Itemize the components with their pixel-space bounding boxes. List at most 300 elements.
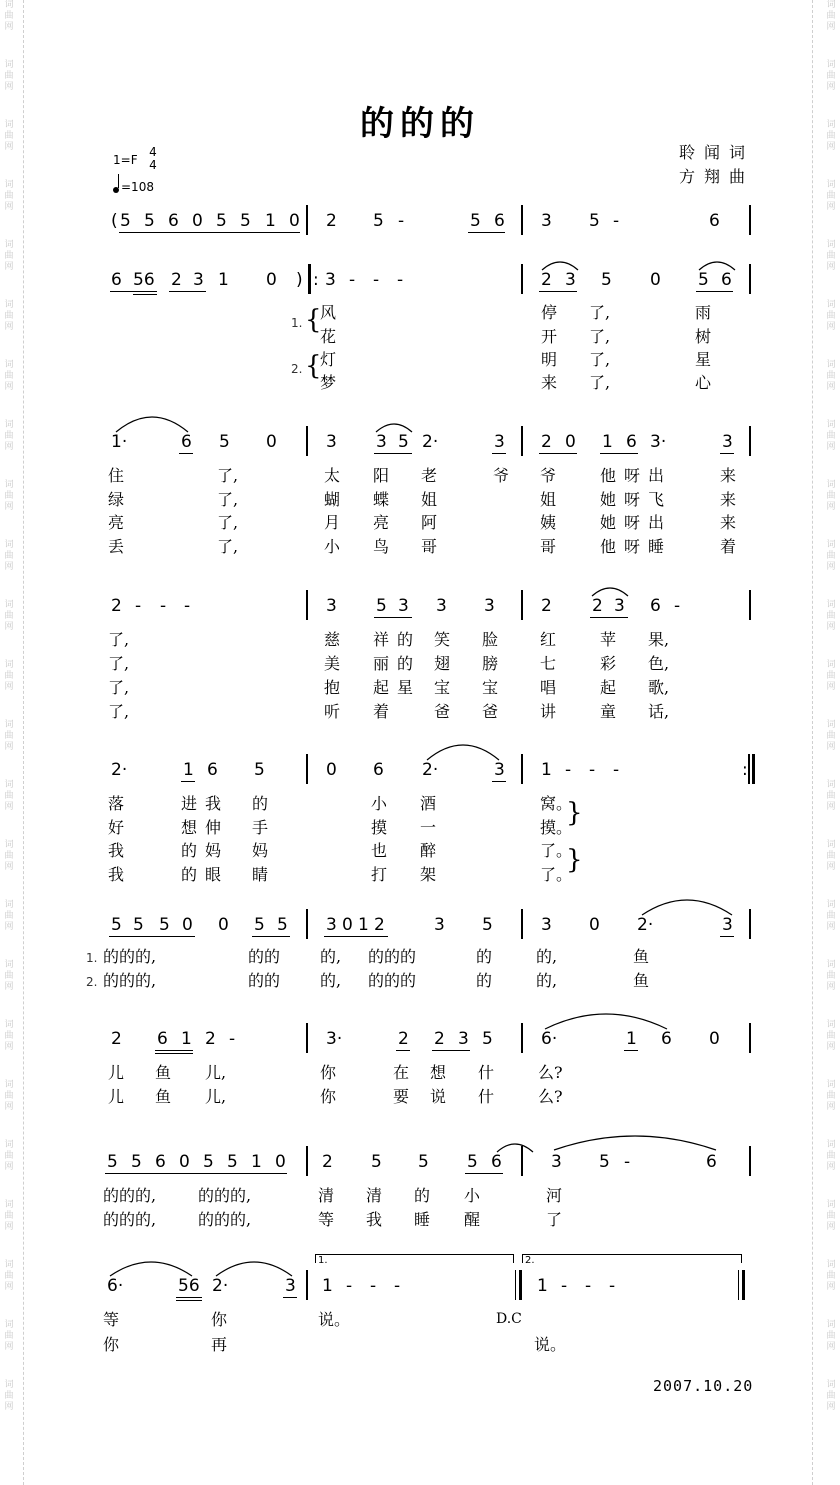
- watermark-char: 曲: [826, 1391, 836, 1401]
- watermark-char: 网: [4, 262, 14, 272]
- watermark-char: 词: [4, 300, 14, 310]
- watermark-char: 曲: [4, 1091, 14, 1101]
- watermark-gap: [825, 393, 837, 420]
- lyric: 宝: [434, 678, 451, 697]
- lyric: 果,: [648, 630, 670, 649]
- note: 3: [376, 432, 387, 452]
- watermark-char: 曲: [4, 491, 14, 501]
- staff-row-4: [0, 588, 840, 628]
- watermark-char: 词: [826, 780, 836, 790]
- note: -: [624, 1152, 631, 1172]
- note: 5: [111, 915, 122, 935]
- watermark-char: 词: [4, 120, 14, 130]
- watermark-char: 词: [4, 720, 14, 730]
- watermark-char: 网: [4, 1282, 14, 1292]
- lyric: 什: [478, 1063, 495, 1082]
- note: 1: [541, 760, 552, 780]
- lyric-line-3: [0, 677, 840, 701]
- lyric-brace: {: [305, 305, 322, 335]
- lyric: 她: [600, 490, 617, 509]
- watermark-char: 网: [4, 82, 14, 92]
- quarter-note-icon: [113, 187, 119, 193]
- lyric: 我: [108, 865, 125, 884]
- watermark-char: 网: [4, 562, 14, 572]
- barline: [521, 754, 523, 784]
- watermark-char: 网: [826, 682, 836, 692]
- lyric: 在: [393, 1063, 410, 1082]
- note: -: [398, 211, 405, 231]
- lyric: 了,: [108, 678, 130, 697]
- lyric: 架: [420, 865, 437, 884]
- note: 1·: [111, 432, 128, 452]
- note: 3: [434, 915, 445, 935]
- lyric: 鱼: [633, 947, 650, 966]
- lyric-line-3: [0, 349, 840, 373]
- dc-mark: D.C: [496, 1311, 522, 1327]
- staff-row-8: [0, 1144, 840, 1184]
- beam: [590, 617, 628, 618]
- lyric: 儿: [108, 1063, 125, 1082]
- lyric: 七: [540, 654, 557, 673]
- note: -: [394, 1276, 401, 1296]
- verse-number: 1.: [86, 951, 98, 965]
- lyric: 的的的,: [198, 1210, 252, 1229]
- watermark-char: 词: [826, 900, 836, 910]
- lyric: 着: [720, 537, 737, 556]
- watermark-char: 曲: [4, 851, 14, 861]
- tempo-value: =108: [121, 180, 154, 194]
- note: 0: [192, 211, 203, 231]
- note: 0: [179, 1152, 190, 1172]
- repeat-dots: :: [742, 760, 748, 780]
- lyric: 姨: [540, 513, 557, 532]
- note: 3: [551, 1152, 562, 1172]
- watermark-char: 曲: [4, 971, 14, 981]
- note: 0: [218, 915, 229, 935]
- watermark-char: 词: [4, 0, 14, 10]
- watermark-char: 曲: [826, 311, 836, 321]
- note: 1: [358, 915, 369, 935]
- date-stamp: 2007.10.20: [653, 1377, 754, 1395]
- note: -: [561, 1276, 568, 1296]
- watermark-char: 词: [826, 540, 836, 550]
- composer-credit: 方翔曲: [678, 167, 754, 186]
- watermark-char: 词: [826, 840, 836, 850]
- lyric-line-1: [0, 946, 840, 970]
- lyric: 亮: [108, 513, 125, 532]
- watermark-char: 曲: [4, 11, 14, 21]
- note: 0: [266, 432, 277, 452]
- lyric: 了,: [108, 630, 130, 649]
- watermark-char: 词: [826, 180, 836, 190]
- note: 5: [277, 915, 288, 935]
- lyric-line-4: [0, 372, 840, 396]
- barline: [306, 426, 308, 456]
- watermark-char: 网: [4, 22, 14, 32]
- watermark-char: 网: [826, 1222, 836, 1232]
- lyric: 慈: [324, 630, 341, 649]
- note: 2·: [422, 432, 439, 452]
- watermark-char: 曲: [826, 731, 836, 741]
- lyric: 清: [366, 1186, 383, 1205]
- beam: [110, 291, 157, 292]
- lyricist-credit: 聆闻词: [678, 143, 754, 162]
- staff-row-3: [0, 424, 840, 464]
- watermark-char: 词: [4, 780, 14, 790]
- note: 1: [218, 270, 229, 290]
- watermark-char: 网: [826, 142, 836, 152]
- lyric: 也: [371, 841, 388, 860]
- watermark-char: 曲: [826, 191, 836, 201]
- watermark-char: 曲: [4, 131, 14, 141]
- note: 2·: [637, 915, 654, 935]
- watermark-char: 词: [4, 60, 14, 70]
- watermark-char: 曲: [4, 911, 14, 921]
- barline: [521, 264, 523, 294]
- watermark-char: 网: [4, 742, 14, 752]
- lyric: 的的的: [368, 947, 417, 966]
- lyric: 蝴: [324, 490, 341, 509]
- staff-row-5: [0, 752, 840, 792]
- watermark-char: 词: [4, 1140, 14, 1150]
- note: 5: [371, 1152, 382, 1172]
- lyric: 红: [540, 630, 557, 649]
- note: 3: [614, 596, 625, 616]
- note: 5: [398, 432, 409, 452]
- note: -: [370, 1276, 377, 1296]
- lyric: 好: [108, 818, 125, 837]
- note: ): [296, 270, 303, 290]
- note: 5: [482, 1029, 493, 1049]
- lyric: 停: [541, 303, 558, 322]
- lyric: 的,: [536, 971, 558, 990]
- note: 5: [144, 211, 155, 231]
- slur: [697, 258, 737, 270]
- watermark-char: 曲: [4, 1151, 14, 1161]
- note: 2: [434, 1029, 445, 1049]
- note: -: [674, 596, 681, 616]
- watermark-gap: [3, 1413, 15, 1440]
- watermark-char: 曲: [826, 71, 836, 81]
- beam: [179, 453, 193, 454]
- note: 3: [398, 596, 409, 616]
- barline: [749, 205, 751, 235]
- note: 3: [565, 270, 576, 290]
- lyric-line-3: [0, 840, 840, 864]
- watermark-char: 网: [4, 382, 14, 392]
- lyric: 哥: [421, 537, 438, 556]
- lyric: 小: [464, 1186, 481, 1205]
- note: 6: [661, 1029, 672, 1049]
- note: 5: [599, 1152, 610, 1172]
- note: 1: [183, 760, 194, 780]
- note: 5: [601, 270, 612, 290]
- watermark-char: 网: [4, 1342, 14, 1352]
- watermark-char: 词: [4, 1020, 14, 1030]
- lyric: 月: [324, 513, 341, 532]
- note: 0: [266, 270, 277, 290]
- lyric-line-1: [0, 1062, 840, 1086]
- lyric: 说。: [318, 1310, 351, 1329]
- lyric: 小: [371, 794, 388, 813]
- watermark-char: 曲: [4, 1211, 14, 1221]
- lyric: 笑: [434, 630, 451, 649]
- watermark-char: 网: [4, 1222, 14, 1232]
- note: -: [349, 270, 356, 290]
- watermark-char: 词: [4, 900, 14, 910]
- note: 6: [207, 760, 218, 780]
- lyric: 的的的: [368, 971, 417, 990]
- note: 6: [650, 596, 661, 616]
- lyric: 老: [421, 466, 438, 485]
- note: 2: [592, 596, 603, 616]
- watermark-char: 词: [826, 660, 836, 670]
- staff-row-9: [0, 1268, 840, 1308]
- watermark-gap: [3, 33, 15, 60]
- watermark-gap: [3, 1233, 15, 1260]
- lyric: 飞: [648, 490, 665, 509]
- watermark-char: 曲: [826, 551, 836, 561]
- watermark-gap: [825, 1413, 837, 1440]
- lyric: 手: [252, 818, 269, 837]
- watermark-char: 词: [4, 1200, 14, 1210]
- beam: [600, 453, 638, 454]
- note: 3: [326, 596, 337, 616]
- barline: [306, 1270, 308, 1300]
- verse-number: 2.: [291, 362, 303, 376]
- watermark-char: 词: [826, 240, 836, 250]
- lyric: 的: [476, 947, 493, 966]
- lyric: 醒: [464, 1210, 481, 1229]
- note: 1: [251, 1152, 262, 1172]
- lyric: 的: [476, 971, 493, 990]
- watermark-char: 曲: [826, 971, 836, 981]
- lyric: 了,: [589, 373, 611, 392]
- watermark-char: 曲: [826, 1031, 836, 1041]
- note: 3: [458, 1029, 469, 1049]
- lyric: 太: [324, 466, 341, 485]
- watermark-char: 网: [4, 202, 14, 212]
- lyric: 了: [546, 1210, 563, 1229]
- note: 3: [325, 270, 336, 290]
- watermark-char: 网: [826, 1162, 836, 1172]
- note: 5: [482, 915, 493, 935]
- watermark-char: 词: [826, 1020, 836, 1030]
- note: 5: [131, 1152, 142, 1172]
- beam: [539, 453, 577, 454]
- watermark-char: 词: [4, 480, 14, 490]
- lyric: 什: [478, 1087, 495, 1106]
- lyric: 说: [430, 1087, 447, 1106]
- watermark-char: 曲: [826, 911, 836, 921]
- barline: [521, 1146, 523, 1176]
- beam: [252, 936, 290, 937]
- lyric: 的,: [320, 947, 342, 966]
- watermark-char: 词: [826, 480, 836, 490]
- watermark-char: 网: [826, 562, 836, 572]
- lyric: 来: [720, 466, 737, 485]
- lyric-line-1: [0, 302, 840, 326]
- verse-number: 2.: [86, 975, 98, 989]
- lyric-line-2: [0, 489, 840, 513]
- watermark-char: 曲: [826, 11, 836, 21]
- watermark-char: 词: [4, 600, 14, 610]
- lyric: 星: [695, 350, 712, 369]
- barline: [306, 909, 308, 939]
- watermark-char: 词: [4, 540, 14, 550]
- volta-label-2: 2.: [525, 1255, 535, 1266]
- lyric: 我: [205, 794, 222, 813]
- watermark-char: 曲: [826, 1211, 836, 1221]
- lyric: 开: [541, 327, 558, 346]
- lyric: 的的的,: [103, 947, 157, 966]
- note: 5: [467, 1152, 478, 1172]
- lyric: 呀: [624, 537, 641, 556]
- lyric: 酒: [420, 794, 437, 813]
- lyric-line-2: [0, 653, 840, 677]
- watermark-char: 网: [4, 802, 14, 812]
- watermark-char: 曲: [826, 431, 836, 441]
- note: 5: [254, 760, 265, 780]
- beam: [109, 936, 195, 937]
- lyric: 亮: [373, 513, 390, 532]
- beam: [468, 232, 505, 233]
- lyric: 伸: [205, 818, 222, 837]
- beam: [696, 291, 733, 292]
- lyric: 阳: [373, 466, 390, 485]
- watermark-char: 曲: [826, 791, 836, 801]
- note: 0: [589, 915, 600, 935]
- lyric: 呀: [624, 490, 641, 509]
- lyric: 起: [373, 678, 390, 697]
- lyric: 想: [181, 818, 198, 837]
- watermark-char: 曲: [4, 311, 14, 321]
- watermark-char: 网: [4, 1162, 14, 1172]
- repeat-dots: :: [313, 270, 319, 290]
- note: -: [160, 596, 167, 616]
- watermark-char: 网: [826, 1342, 836, 1352]
- lyric: 爸: [434, 702, 451, 721]
- lyric-line-4: [0, 864, 840, 888]
- watermark-char: 词: [826, 420, 836, 430]
- lyric: 睡: [414, 1210, 431, 1229]
- time-signature: [146, 146, 160, 172]
- lyric: 等: [318, 1210, 335, 1229]
- note: 1: [322, 1276, 333, 1296]
- watermark-char: 曲: [4, 371, 14, 381]
- note: 3: [541, 915, 552, 935]
- watermark-char: 词: [826, 1080, 836, 1090]
- note: 0: [326, 760, 337, 780]
- note: 2·: [212, 1276, 229, 1296]
- note: 3: [326, 432, 337, 452]
- repeat-barline-thick: [519, 1270, 522, 1300]
- lyric-line-1: [0, 629, 840, 653]
- lyric: 风: [320, 303, 337, 322]
- watermark-char: 网: [826, 802, 836, 812]
- watermark-char: 曲: [4, 1271, 14, 1281]
- watermark-char: 网: [4, 322, 14, 332]
- lyric: 一: [420, 818, 437, 837]
- lyric: 的: [397, 654, 414, 673]
- note: 6: [373, 760, 384, 780]
- beam: [539, 291, 577, 292]
- lyric: 呀: [624, 513, 641, 532]
- lyric: 你: [320, 1063, 337, 1082]
- watermark-char: 词: [4, 360, 14, 370]
- note: 5: [227, 1152, 238, 1172]
- barline: [306, 754, 308, 784]
- lyric: 妈: [252, 841, 269, 860]
- page-title: 的的的: [360, 104, 480, 144]
- watermark-gap: [825, 1233, 837, 1260]
- note: 56: [178, 1276, 200, 1296]
- lyric: 你: [103, 1335, 120, 1354]
- watermark-char: 曲: [4, 551, 14, 561]
- lyric: 鱼: [155, 1087, 172, 1106]
- lyric: 的的的,: [103, 971, 157, 990]
- note: 1: [626, 1029, 637, 1049]
- note: 5: [107, 1152, 118, 1172]
- lyric: 来: [720, 513, 737, 532]
- lyric: 睛: [252, 865, 269, 884]
- barline: [749, 590, 751, 620]
- lyric: 你: [320, 1087, 337, 1106]
- watermark-char: 词: [826, 1140, 836, 1150]
- watermark-char: 网: [4, 862, 14, 872]
- lyric: 的: [252, 794, 269, 813]
- watermark-char: 词: [4, 420, 14, 430]
- barline: [749, 909, 751, 939]
- watermark-char: 曲: [826, 851, 836, 861]
- note: 5: [470, 211, 481, 231]
- repeat-barline-end: [748, 754, 750, 784]
- beam: [155, 1050, 193, 1051]
- note: 5: [254, 915, 265, 935]
- watermark-char: 曲: [4, 431, 14, 441]
- lyric: 进: [181, 794, 198, 813]
- watermark-char: 曲: [4, 251, 14, 261]
- key-signature: 1=F: [113, 153, 138, 167]
- lyric: 打: [371, 865, 388, 884]
- note: 3·: [650, 432, 667, 452]
- lyric: 祥: [373, 630, 390, 649]
- watermark-char: 词: [4, 240, 14, 250]
- note: 6: [111, 270, 122, 290]
- watermark-char: 词: [4, 1380, 14, 1390]
- lyric: 了,: [108, 702, 130, 721]
- lyric: 灯: [320, 350, 337, 369]
- time-signature-top: 4: [149, 145, 157, 159]
- watermark-char: 网: [826, 22, 836, 32]
- lyric: 彩: [600, 654, 617, 673]
- volta-label-1: 1.: [318, 1255, 328, 1266]
- lyric: 丽: [373, 654, 390, 673]
- lyric: 的的的,: [103, 1186, 157, 1205]
- lyric: 歌,: [648, 678, 670, 697]
- note: 6·: [107, 1276, 124, 1296]
- note: -: [589, 760, 596, 780]
- lyric-line-1: [0, 1309, 840, 1333]
- lyric: 了,: [589, 303, 611, 322]
- lyric-line-2: [0, 1086, 840, 1110]
- lyric: 童: [600, 702, 617, 721]
- watermark-char: 网: [4, 442, 14, 452]
- watermark-char: 词: [4, 840, 14, 850]
- watermark-char: 曲: [4, 791, 14, 801]
- lyric-brace: }: [566, 845, 583, 875]
- lyric: 了,: [589, 327, 611, 346]
